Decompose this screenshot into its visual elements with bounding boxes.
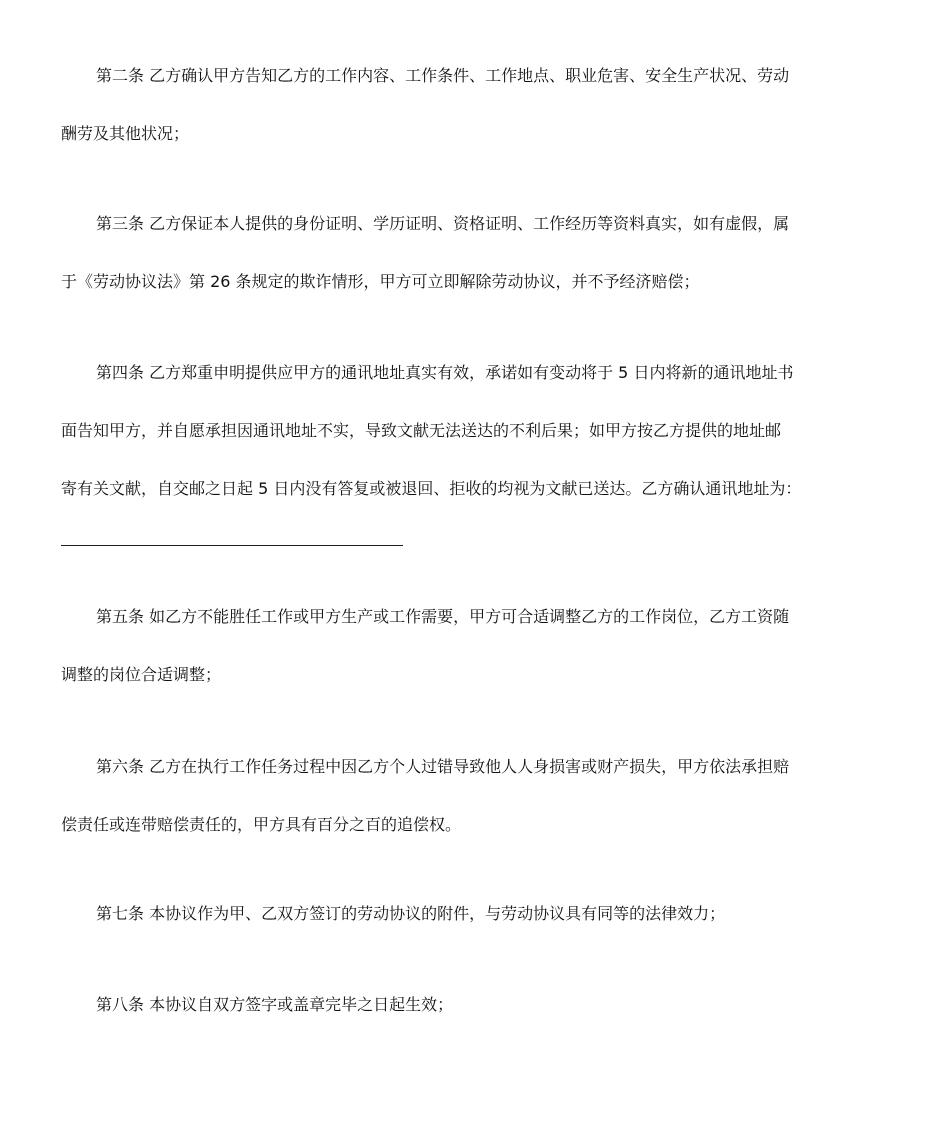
article-8-line-1: 第八条 本协议自双方签字或盖章完毕之日起生效； — [96, 995, 454, 1014]
article-5-line-2: 调整的岗位合适调整； — [61, 665, 222, 684]
article-3-line-2: 于《劳动协议法》第 26 条规定的欺诈情形，甲方可立即解除劳动协议，并不予经济赔偿； — [61, 272, 700, 291]
article-6-line-1: 第六条 乙方在执行工作任务过程中因乙方个人过错导致他人人身损害或财产损失，甲方依法承担赔 — [96, 757, 790, 776]
article-3-line-1: 第三条 乙方保证本人提供的身份证明、学历证明、资格证明、工作经历等资料真实，如有虚假，属 — [96, 214, 790, 233]
article-7-line-1: 第七条 本协议作为甲、乙双方签订的劳动协议的附件，与劳动协议具有同等的法律效力； — [96, 904, 726, 923]
article-4-line-1: 第四条 乙方郑重申明提供应甲方的通讯地址真实有效，承诺如有变动将于 5 日内将新的通讯地址书 — [96, 363, 794, 382]
article-6-line-2: 偿责任或连带赔偿责任的，甲方具有百分之百的追偿权。 — [61, 815, 462, 834]
article-4-line-3: 寄有关文献，自交邮之日起 5 日内没有答复或被退回、拒收的均视为文献已送达。乙方确认通讯地址为： — [61, 479, 802, 498]
article-2-line-1: 第二条 乙方确认甲方告知乙方的工作内容、工作条件、工作地点、职业危害、安全生产状况、劳动 — [96, 66, 790, 85]
article-5-line-1: 第五条 如乙方不能胜任工作或甲方生产或工作需要，甲方可合适调整乙方的工作岗位，乙方工资随 — [96, 607, 790, 626]
article-4-line-2: 面告知甲方，并自愿承担因通讯地址不实，导致文献无法送达的不利后果；如甲方按乙方提供的地址邮 — [61, 421, 782, 440]
article-2-line-2: 酬劳及其他状况； — [61, 124, 190, 143]
address-blank-line — [61, 545, 403, 546]
